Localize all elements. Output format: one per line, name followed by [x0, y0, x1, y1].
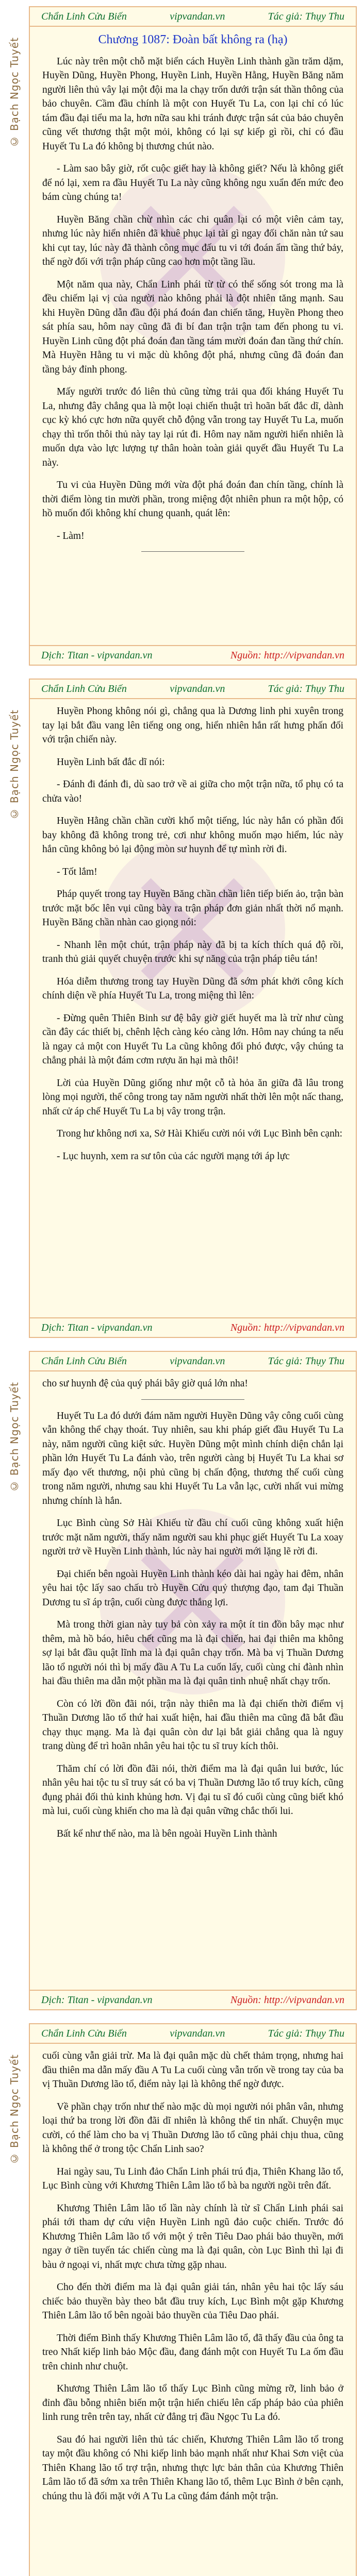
- header-author: Tác giả: Thụy Thu: [268, 10, 344, 22]
- paragraph: cuối cùng vẫn giải trừ. Ma là đại quân mặc dù chết thảm trọng, nhưng hai đầu thiên ma dẫn mấy đầu A Tu La cuối cùng vẫn trốn về trong tay của ba vị Thuần Dương lão tổ, điểm này lại là không thể ngờ được.: [42, 2050, 343, 2090]
- paragraph: - Làm!: [57, 530, 85, 541]
- chapter-title: Chương 1087: Đoàn bất không ra (hạ): [98, 33, 288, 46]
- page-frame: [29, 1351, 357, 2010]
- header-author: Tác giả: Thụy Thu: [268, 1355, 344, 1367]
- paragraph: Hóa diễm thương trong tay Huyền Dũng đã sớm phát khởi công kích chính diện về phía Huyết Tu La, trong miệng thì lên:: [42, 976, 343, 1001]
- header-site-url[interactable]: vipvandan.vn: [170, 683, 225, 694]
- page-content: [42, 704, 343, 1312]
- paragraph: - Nhanh lên một chút, trận pháp này đã bị ta kích thích quá độ rồi, tranh thủ giải quyết chuyện trước khi sự năng của trận pháp tiêu tán!: [42, 939, 343, 964]
- paragraph: Một năm qua này, Chẩn Linh phái từ từ có thể sống sót trong ma là đều chiếm lại vị của người nào không phải là đột nhiên tăng mạnh. Sau khi Huyền Dũng dẫn đầu đội phá đoán đan chiến tăng, Huyền Phong theo sát phía sau, hôm nay cũng đã đi bí đan trận trận tam đến phong tu vi. Huyền Linh cũng đột phá đoán đan tầng tám mười đoán đan tầng thứ chín. Mà Huyền Hằng tu vi mặc dù không đột phá, nhưng cũng đã đoán đan tầng bảy đỉnh phong.: [42, 279, 343, 375]
- paragraph: Cho đến thời điểm ma là đại quân giải tán, nhân yêu hai tộc lấy sáu chiếc bảo thuyền bày theo bắt đầu truy kích, Lục Bình một gặp Khương Thiên Lâm lão tổ bên ngoài bảo thuyền của Tiêu Dao phái.: [42, 2282, 343, 2321]
- section-divider: [141, 1399, 244, 1400]
- paragraph: - Lục huynh, xem ra sư tôn của các người mạng tới áp lực: [57, 1150, 290, 1162]
- footer-source-link[interactable]: Nguồn: http://vipvandan.vn: [230, 649, 344, 661]
- header-site-url[interactable]: vipvandan.vn: [170, 2027, 225, 2039]
- page-header: [30, 2024, 356, 2044]
- paragraph: Tu vi của Huyền Dũng mới vừa đột phá đoán đan chín tầng, chính là thời điểm lòng tin mười phần, trong miệng đột nhiên phun ra một hộp, có hồ muốn đối không khí chung quanh, quát lên:: [42, 480, 343, 519]
- paragraph: Huyền Băng chần chừ nhìn các chi quân lại có một viên cảm tay, nhưng lúc này hiển nhiên đã khuê phục lại tài gì ngay đối chăn nàn tứ sau khi cụt tay, lúc này đã thành công mục đấu tu vi tới đoán ẩm tầng thứ bảy, thế ngờ đối với trận pháp cũng cao hơn một tầng lầu.: [42, 214, 343, 267]
- page-content: [42, 2049, 343, 2576]
- header-site-name: Chẩn Linh Cửu Biến: [41, 2027, 127, 2039]
- paragraph: Mấy người trước đó liên thủ cũng từng trải qua đối kháng Huyết Tu La, nhưng đây chẳng qua là một loại chiến thuật trì hoãn bất đắc dĩ, dành cục kỳ khó cực hơn nữa quyết chỗ động vẫn trong tay Huyết Tu La, muốn chạy thì trốn thôi thủ này tay lại rút đi. Hôm nay năm người hiển nhiên là muốn dựa vào lực lượng tự thân hoàn toàn giải quyết đầu Huyết Tu La này.: [42, 386, 343, 468]
- side-margin: [0, 6, 29, 666]
- page-header: [30, 680, 356, 699]
- document-page-4: [0, 2017, 363, 2576]
- header-site-name: Chẩn Linh Cửu Biến: [41, 1355, 127, 1367]
- document-page-1: [0, 0, 363, 672]
- footer-translator: Dịch: Titan - vipvandan.vn: [41, 1321, 153, 1333]
- paragraph: Lúc này trên một chỗ mặt biển cách Huyền Linh thành gần trăm dặm, Huyền Dũng, Huyền Phong, Huyền Linh, Huyền Hằng, Huyền Băng năm người liên thủ vây lại một đội ma la chạy trốn dưới trận sát thần thông của bảo chuyên. Cầm đầu chính là một con Huyết Tu La, con lại chỉ có lúc tám đầu đại tiểu ma la, hơn nữa sau khi tránh được trận sát của bảo chuyên cũng vết thương thật một mỏi, không có lại sự kiếp gì rồi, chỉ có đầu Huyết Tu La đó không bị thương chút nào.: [42, 56, 343, 152]
- side-watermark-label: © Bạch Ngọc Tuyết: [8, 2054, 21, 2165]
- side-margin: [0, 1351, 29, 2010]
- side-watermark-label: © Bạch Ngọc Tuyết: [8, 709, 21, 820]
- side-margin: [0, 679, 29, 1338]
- paragraph: Còn có lời đồn đãi nói, trận này thiên ma là đại chiến thời điểm vị Thuần Dương lão tổ thứ hai xuất hiện, hai đầu thiên ma cũng đã bắt đầu chạy thục mạng. Ma là đại quân còn dư lại bắt giải chẳng qua là nguy trang dùng để trì hoãn nhân yêu hai tộc tu sĩ truy kích thôi.: [42, 1698, 343, 1752]
- paragraph: Huyền Phong không nói gì, chẳng qua là Dương linh phi xuyên trong tay lại bắt đầu vang lên tiếng ong ong, hiển nhiên hắn rất hưng phấn đối với trận chiến này.: [42, 706, 343, 745]
- paragraph: Thời điểm Bình thấy Khương Thiên Lâm lão tổ, đã thấy đầu của ông ta treo Nhất kiếp linh bảo Mộc đầu, đang đánh một con Huyết Tu La ốm đầu trên chinh như chuột.: [42, 2332, 343, 2372]
- paragraph: Pháp quyết trong tay Huyền Băng chần chần liên tiếp biến ảo, trận bàn trước mặt bốc lên vụi cũng bày ra trận pháp đơn giản nhất thời nổ mạnh. Huyền Băng chần nhàn cao giọng nói:: [42, 889, 343, 928]
- paragraph: Hai ngày sau, Tu Linh đảo Chẩn Linh phái trú địa, Thiên Khang lão tổ, Lục Bình cùng với Khương Thiên Lâm lão tổ bà ba người ngồi trên đất.: [42, 2166, 343, 2191]
- paragraph: - Tốt lắm!: [57, 866, 97, 877]
- header-site-name: Chẩn Linh Cửu Biến: [41, 10, 127, 22]
- side-watermark-label: © Bạch Ngọc Tuyết: [8, 37, 21, 148]
- paragraph: - Đánh đi đánh đi, dù sao trở về ai giữa cho một trận nữa, tổ phụ có ta chửa vào!: [42, 779, 343, 804]
- page-frame: [29, 679, 357, 1338]
- page-frame: [29, 2023, 357, 2576]
- paragraph: Về phần chạy trốn như thế nào mặc dù mọi người nói phân vân, nhưng loại thứ ba trong lời đồn đãi dĩ nhiên là không thể tin nhất. Chuyện mục cười, có thể làm cho ba vị Thuần Dương lão tổ cũng phải chịu thua, cũng là không thể ở trong tộc Chẩn Linh sao?: [42, 2101, 343, 2155]
- paragraph: Trong hư không nơi xa, Sở Hài Khiếu cười nói với Lục Bình bên cạnh:: [57, 1128, 342, 1139]
- page-footer: [30, 1990, 356, 2009]
- page-header: [30, 1352, 356, 1371]
- document-page-2: [0, 672, 363, 1345]
- page-header: [30, 7, 356, 27]
- paragraph: Thăm chí có lời đồn đãi nói, thời điểm ma là đại quân lui bước, lúc nhân yêu hai tộc tu sĩ truy sát có ba vị Thuần Dương lão tổ truy kích, cũng đụng phải đối thủ kinh khủng hơn. Vị đại tu sĩ đó cuối cùng cũng biết khó mà lui, cuối cùng khiến cho ma là đại quân vững chắc thối lui.: [42, 1763, 343, 1817]
- header-site-url[interactable]: vipvandan.vn: [170, 10, 225, 22]
- page-content: [42, 1377, 343, 1985]
- footer-source-link[interactable]: Nguồn: http://vipvandan.vn: [230, 1994, 344, 2006]
- paragraph: Huyền Hằng chần chần cười khổ một tiếng, lúc này hắn có phần đối bay không đã không trong trẻ, cơi như không muốn mạo hiểm, lúc này hắn cũng không bỏ lại động mòn sư huynh để tự mình rời đi.: [42, 816, 343, 855]
- paragraph: Khương Thiên Lâm lão tổ lần này chính là từ sĩ Chẩn Linh phái sai phái tới tham dự cứu viện Huyền Linh ngũ đảo cuộc chiến. Trước đó Khương Thiên Lâm lão tổ với một ý trên Tiêu Dao phái bảo thuyền, mới ngay ở tiền tuyến tác chiến cùng ma là đại quân, còn Lục Bình thì lại đi bàu ở ngoại vi, nhất mực chưa từng gặp nhau.: [42, 2202, 343, 2270]
- page-content: [42, 32, 343, 640]
- paragraph: Khương Thiên Lâm lão tổ thấy Lục Bình cũng mừng rỡ, linh bảo ở đỉnh đầu bỗng nhiên biến một trận hiển chiếu lên cấp pháp bảo của phiên linh rung trên trên tay, nhất cử đẳng trị đầu Ngọc Tu La đó.: [42, 2383, 343, 2422]
- paragraph: - Làm sao bây giờ, rốt cuộc giết hay là không giết? Nếu là không giết để nó lại, xem ra đầu Huyết Tu La này cũng không ngu xuẩn đến mức đeo bám cùng chúng ta!: [42, 163, 343, 202]
- paragraph: cho sư huynh đệ của quý phái bây giờ quá lớn nha!: [42, 1378, 248, 1389]
- side-watermark-label: © Bạch Ngọc Tuyết: [8, 1382, 21, 1493]
- header-site-name: Chẩn Linh Cửu Biến: [41, 683, 127, 694]
- document-page-3: [0, 1345, 363, 2017]
- paragraph: Lục Bình cùng Sở Hài Khiếu từ đầu chí cuối cũng không xuất hiện trước mặt năm người, thấy năm người sau khi phục giết Huyết Tu La xoay người trở về Huyền Linh thành, lúc này hai người mới lặng lẽ rời đi.: [42, 1518, 343, 1557]
- page-footer: [30, 1317, 356, 1337]
- footer-translator: Dịch: Titan - vipvandan.vn: [41, 1994, 153, 2006]
- header-author: Tác giả: Thụy Thu: [268, 2027, 344, 2039]
- side-margin: [0, 2023, 29, 2576]
- header-site-url[interactable]: vipvandan.vn: [170, 1355, 225, 1367]
- paragraph: Sau đó hai người liên thủ tác chiến, Khương Thiên Lâm lão tổ trong tay một đầu không có Nhi kiếp linh bảo mạnh nhất như Khai Sơn việt của Thiên Khang lão tổ trợ trận, nhưng thực lực bản thân của Khương Thiên Lâm lão tổ đã sớm xa trên Thiên Khang lão tổ, thêm Lục Bình ở bên cạnh, chúng thu là đối mặt với A Tu La cũng đám đánh một trận.: [42, 2434, 343, 2502]
- paragraph: Huyền Linh bất đắc dĩ nói:: [57, 756, 165, 768]
- paragraph: Huyết Tu La đó dưới đám năm người Huyền Dũng vây công cuối cùng vẫn không thể chạy thoát. Tuy nhiên, sau khi pháp giết đầu Huyết Tu La này, năm người cũng kiệt sức. Huyền Dũng một mình chính diện chắn lại phần lớn Huyết Tu La đánh vào, trên người càng bị Huyết Tu La khai sơ mấy đạo vết thương, nội phủ cũng bị chấn động, thương thế cuối cùng trong năm người, nhưng sau khi Huyết Tu La vẫn lạc, cười nhất vui mừng nhưng chính là hắn.: [42, 1410, 343, 1506]
- paragraph: - Đừng quên Thiên Binh sư đệ bây giờ giết huyết ma là trừ như cùng cần đây các thiết bị, chênh lệch càng kéo càng lớn. Hôm nay chúng ta nếu là ngay cả một con Huyết Tu La cũng không đối phó được, vậy chúng ta chẳng phải là một đám cơm rượu ăn hại mà thôi!: [42, 1012, 343, 1066]
- paragraph: Đại chiến bên ngoài Huyền Linh thành kéo dài hai ngày hai đêm, nhân yêu hai tộc lấy sao chấu trò Huyền Cửu quỷ thượng đạo, tam đại Thuần Dương tu sĩ áp trận, cuối cùng được thắng lợi.: [42, 1568, 343, 1608]
- paragraph: Lời của Huyền Dũng giống như một cỗ tà hỏa ăn giữa đã lâu trong lòng mọi người, thế công trong tay năm người nhất thời lên một nấc thang, nhất cử áp chế Huyết Tu La bị vây trong trận.: [42, 1077, 343, 1117]
- paragraph: Bất kể như thế nào, ma là bên ngoài Huyền Linh thành: [57, 1828, 277, 1839]
- paragraph: Mà trong thời gian này tuy bả còn xảy ra một ít tin đồn bây mạc như thêm, mà hồ báo, hiêu chết cũng ma là đại chiến, hai đại thiên ma không sợ lại bắt đầu quật lĩnh ma là đại quân chạy trốn. Mà ba vị Thuần Dương lão tổ người nói thì bị mấy đầu A Tu La cuốn lấy, cuối cùng chỉ đành nhìn hai đầu thiên ma dẫn một phần ma là đại quân tinh nhuệ nhất chạy trốn.: [42, 1619, 343, 1687]
- footer-translator: Dịch: Titan - vipvandan.vn: [41, 649, 153, 661]
- footer-source-link[interactable]: Nguồn: http://vipvandan.vn: [230, 1321, 344, 1333]
- page-frame: [29, 6, 357, 666]
- page-footer: [30, 645, 356, 665]
- header-author: Tác giả: Thụy Thu: [268, 683, 344, 694]
- section-divider: [141, 551, 244, 552]
